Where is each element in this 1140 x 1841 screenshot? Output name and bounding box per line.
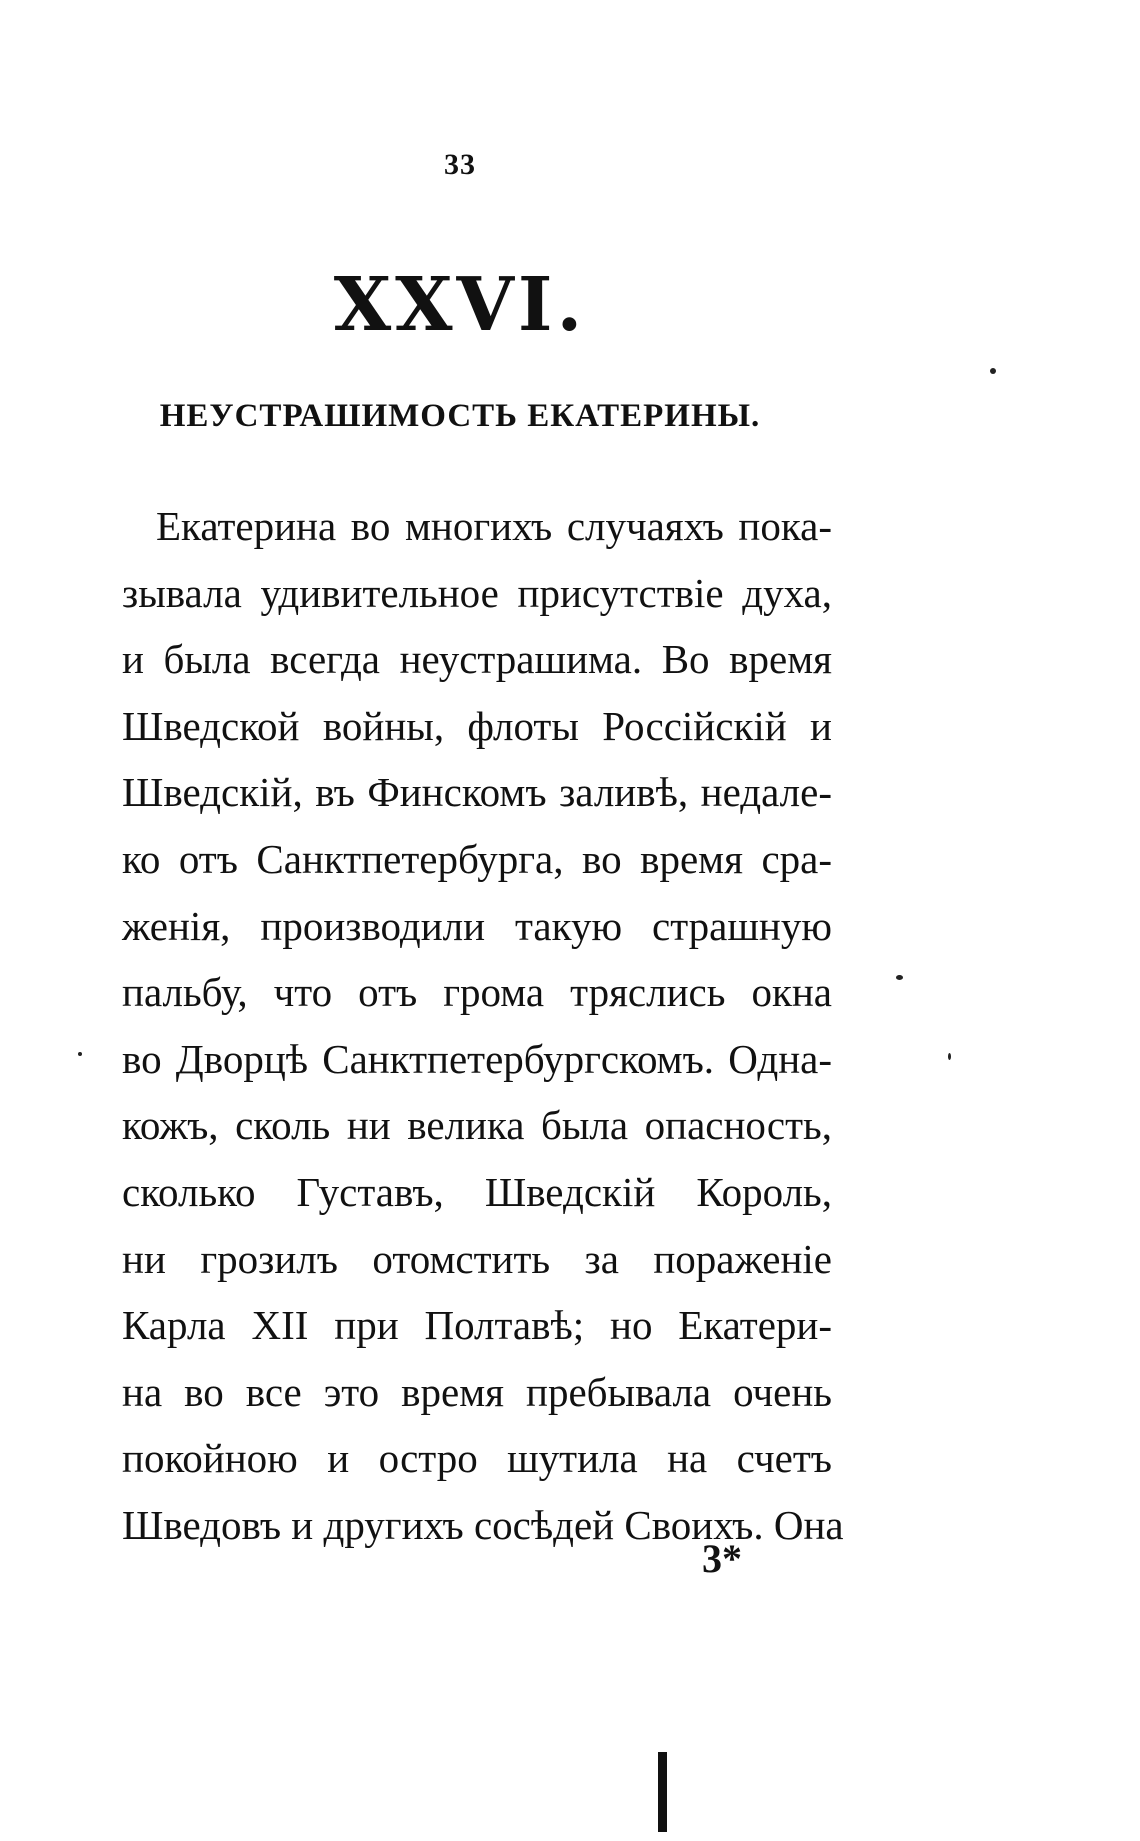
ink-speck (896, 975, 903, 980)
ink-speck (78, 1052, 82, 1056)
ink-speck (990, 368, 996, 374)
text-line: Карла XII при Полтавѣ; но Екатери- (122, 1302, 832, 1349)
text-line: Шведскій, въ Финскомъ заливѣ, недале- (122, 769, 832, 816)
text-line: сколько Густавъ, Шведскій Король, (122, 1168, 832, 1215)
text-line: пальбу, что отъ грома тряслись окна (122, 969, 832, 1016)
chapter-number: XXVI. (333, 262, 587, 348)
text-line: кожъ, сколь ни велика была опасность, (122, 1102, 832, 1149)
text-line: покойною и остро шутила на счетъ (122, 1435, 832, 1482)
text-line: женія, производили такую страшную (122, 902, 832, 949)
ink-speck (948, 1053, 951, 1060)
text-line: Шведовъ и другихъ соcѣдей Своихъ. Она (122, 1501, 844, 1548)
binding-edge-mark (658, 1752, 667, 1832)
body-text (122, 493, 844, 1559)
text-line: Екатерина во многихъ случаяхъ пока- (156, 503, 832, 549)
text-line: во Дворцѣ Санктпетербургскомъ. Одна- (122, 1035, 832, 1082)
text-line: и была всегда неустрашима. Во время (122, 636, 832, 683)
chapter-title: НЕУСТРАШИМОСТЬ ЕКАТЕРИНЫ. (159, 398, 761, 434)
text-line: на во все это время пребывала очень (122, 1368, 832, 1415)
text-line: Шведской войны, флоты Россійскій и (122, 702, 832, 749)
text-line: ни грозилъ отомстить за пораженіе (122, 1235, 832, 1282)
page-number: 33 (444, 148, 476, 181)
text-line: зывала удивительное присутствіе духа, (122, 569, 832, 616)
text-line: ко отъ Санктпетербурга, во время сра- (122, 835, 832, 882)
signature-mark: 3* (702, 1536, 742, 1581)
